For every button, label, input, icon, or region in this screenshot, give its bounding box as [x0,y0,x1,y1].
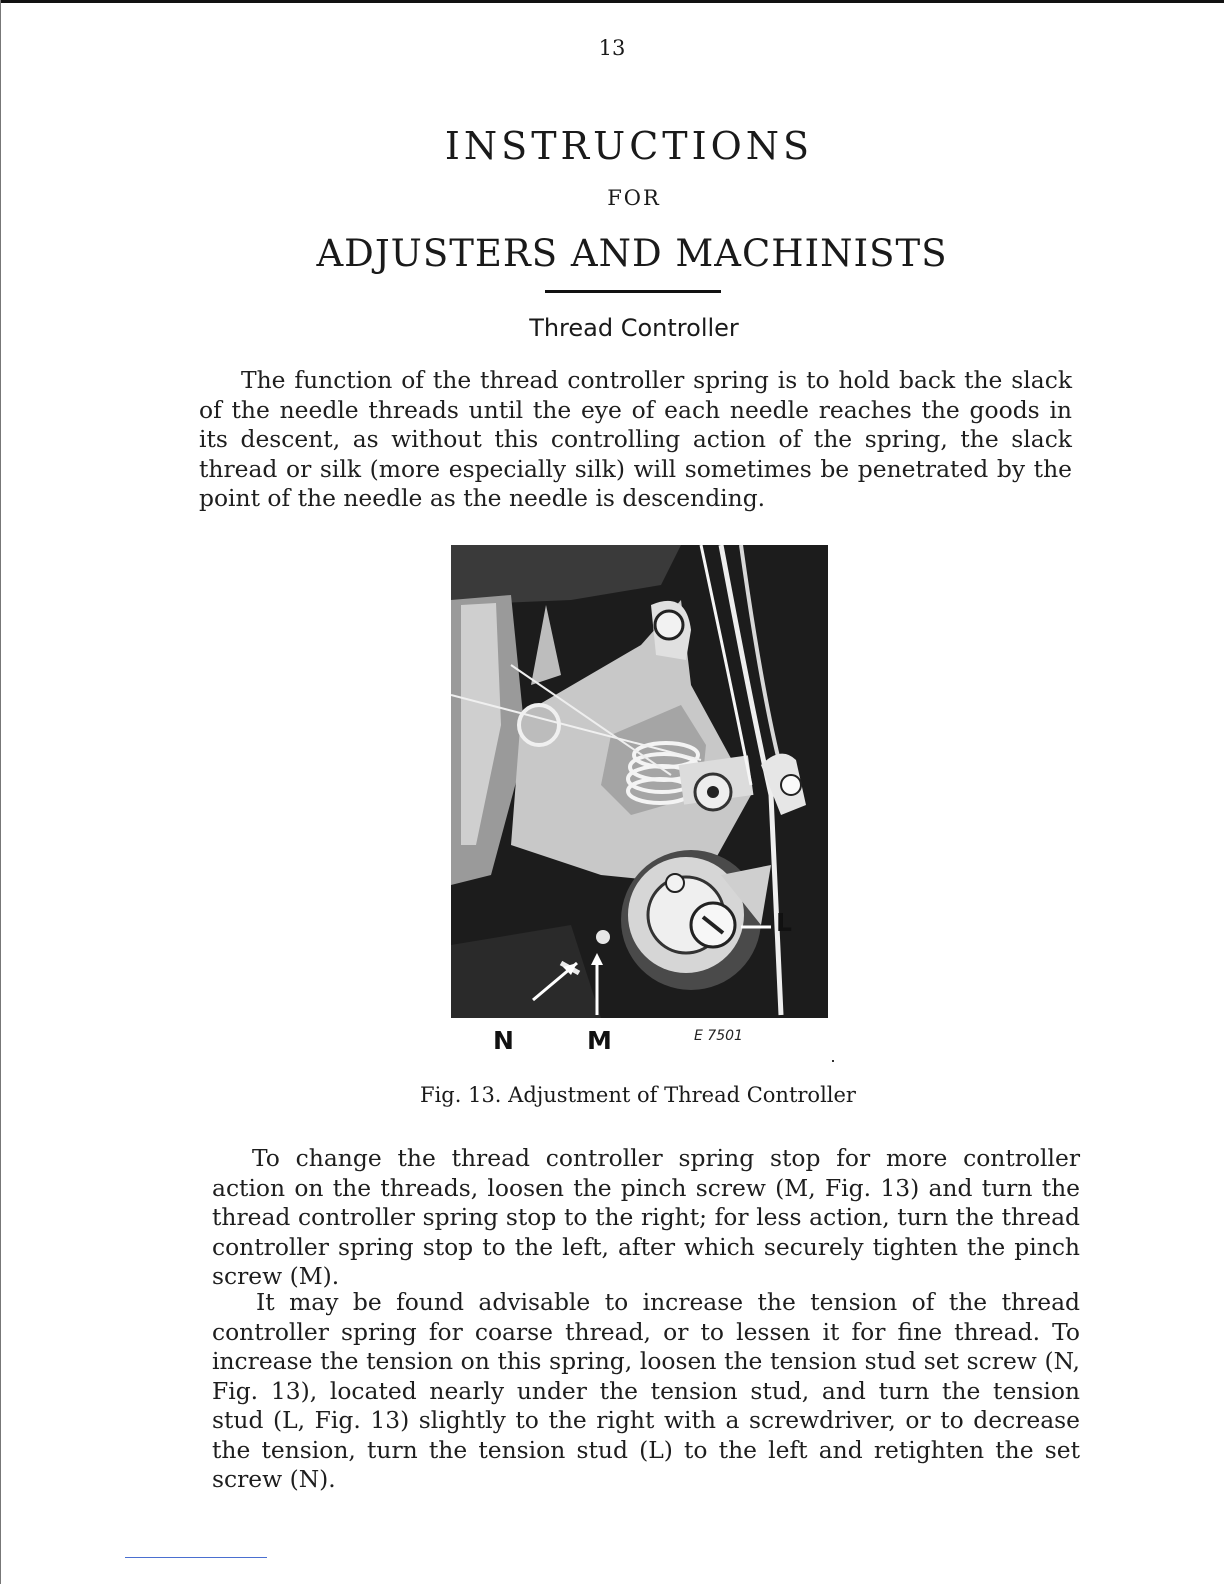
paragraph-tension: It may be found advisable to increase the tension of the thread controller spring for coarse thread, or to lessen it for fine thread. To increase the tension on this spring, loosen the tension stud set screw (N, Fig. 13), located nearly under the tension stud, and turn the tension stud (L, Fig. 13) slightly to the right with a screwdriver, or to decrease the tension, turn the tension stud (L) to the left and retighten the set screw (N). [212,1288,1080,1493]
page-bottom-mark [125,1557,267,1558]
callout-n: N [493,1026,514,1055]
title-connector: FOR [607,186,661,210]
machine-illustration [451,545,828,1018]
print-speck [832,1060,834,1062]
plate-code: E 7501 [694,1028,743,1044]
callout-l: L [776,908,792,937]
figure-thread-controller-photo [451,545,828,1018]
paragraph-function: The function of the thread controller spring is to hold back the slack of the needle threads until the eye of each needle reaches the goods in its descent, as without this controlling action of the spring, the slack thread or silk (more especially silk) will sometimes be penetrated by the point of the needle as the needle is descending. [199,366,1072,512]
page-title: INSTRUCTIONS [444,124,814,168]
callout-m: M [587,1026,612,1055]
page-subtitle: ADJUSTERS AND MACHINISTS [316,232,948,275]
page-number: 13 [598,36,626,60]
section-heading: Thread Controller [529,314,739,342]
page-top-rule [0,0,1224,3]
paragraph-spring-stop: To change the thread controller spring stop for more controller action on the threads, loosen the pinch screw (M, Fig. 13) and turn the thread controller spring stop to the right; for less action, turn the thread controller spring stop to the left, after which securely tighten the pinch screw (M). [212,1144,1080,1290]
figure-caption: Fig. 13. Adjustment of Thread Controller [420,1083,856,1107]
title-divider [545,290,721,293]
